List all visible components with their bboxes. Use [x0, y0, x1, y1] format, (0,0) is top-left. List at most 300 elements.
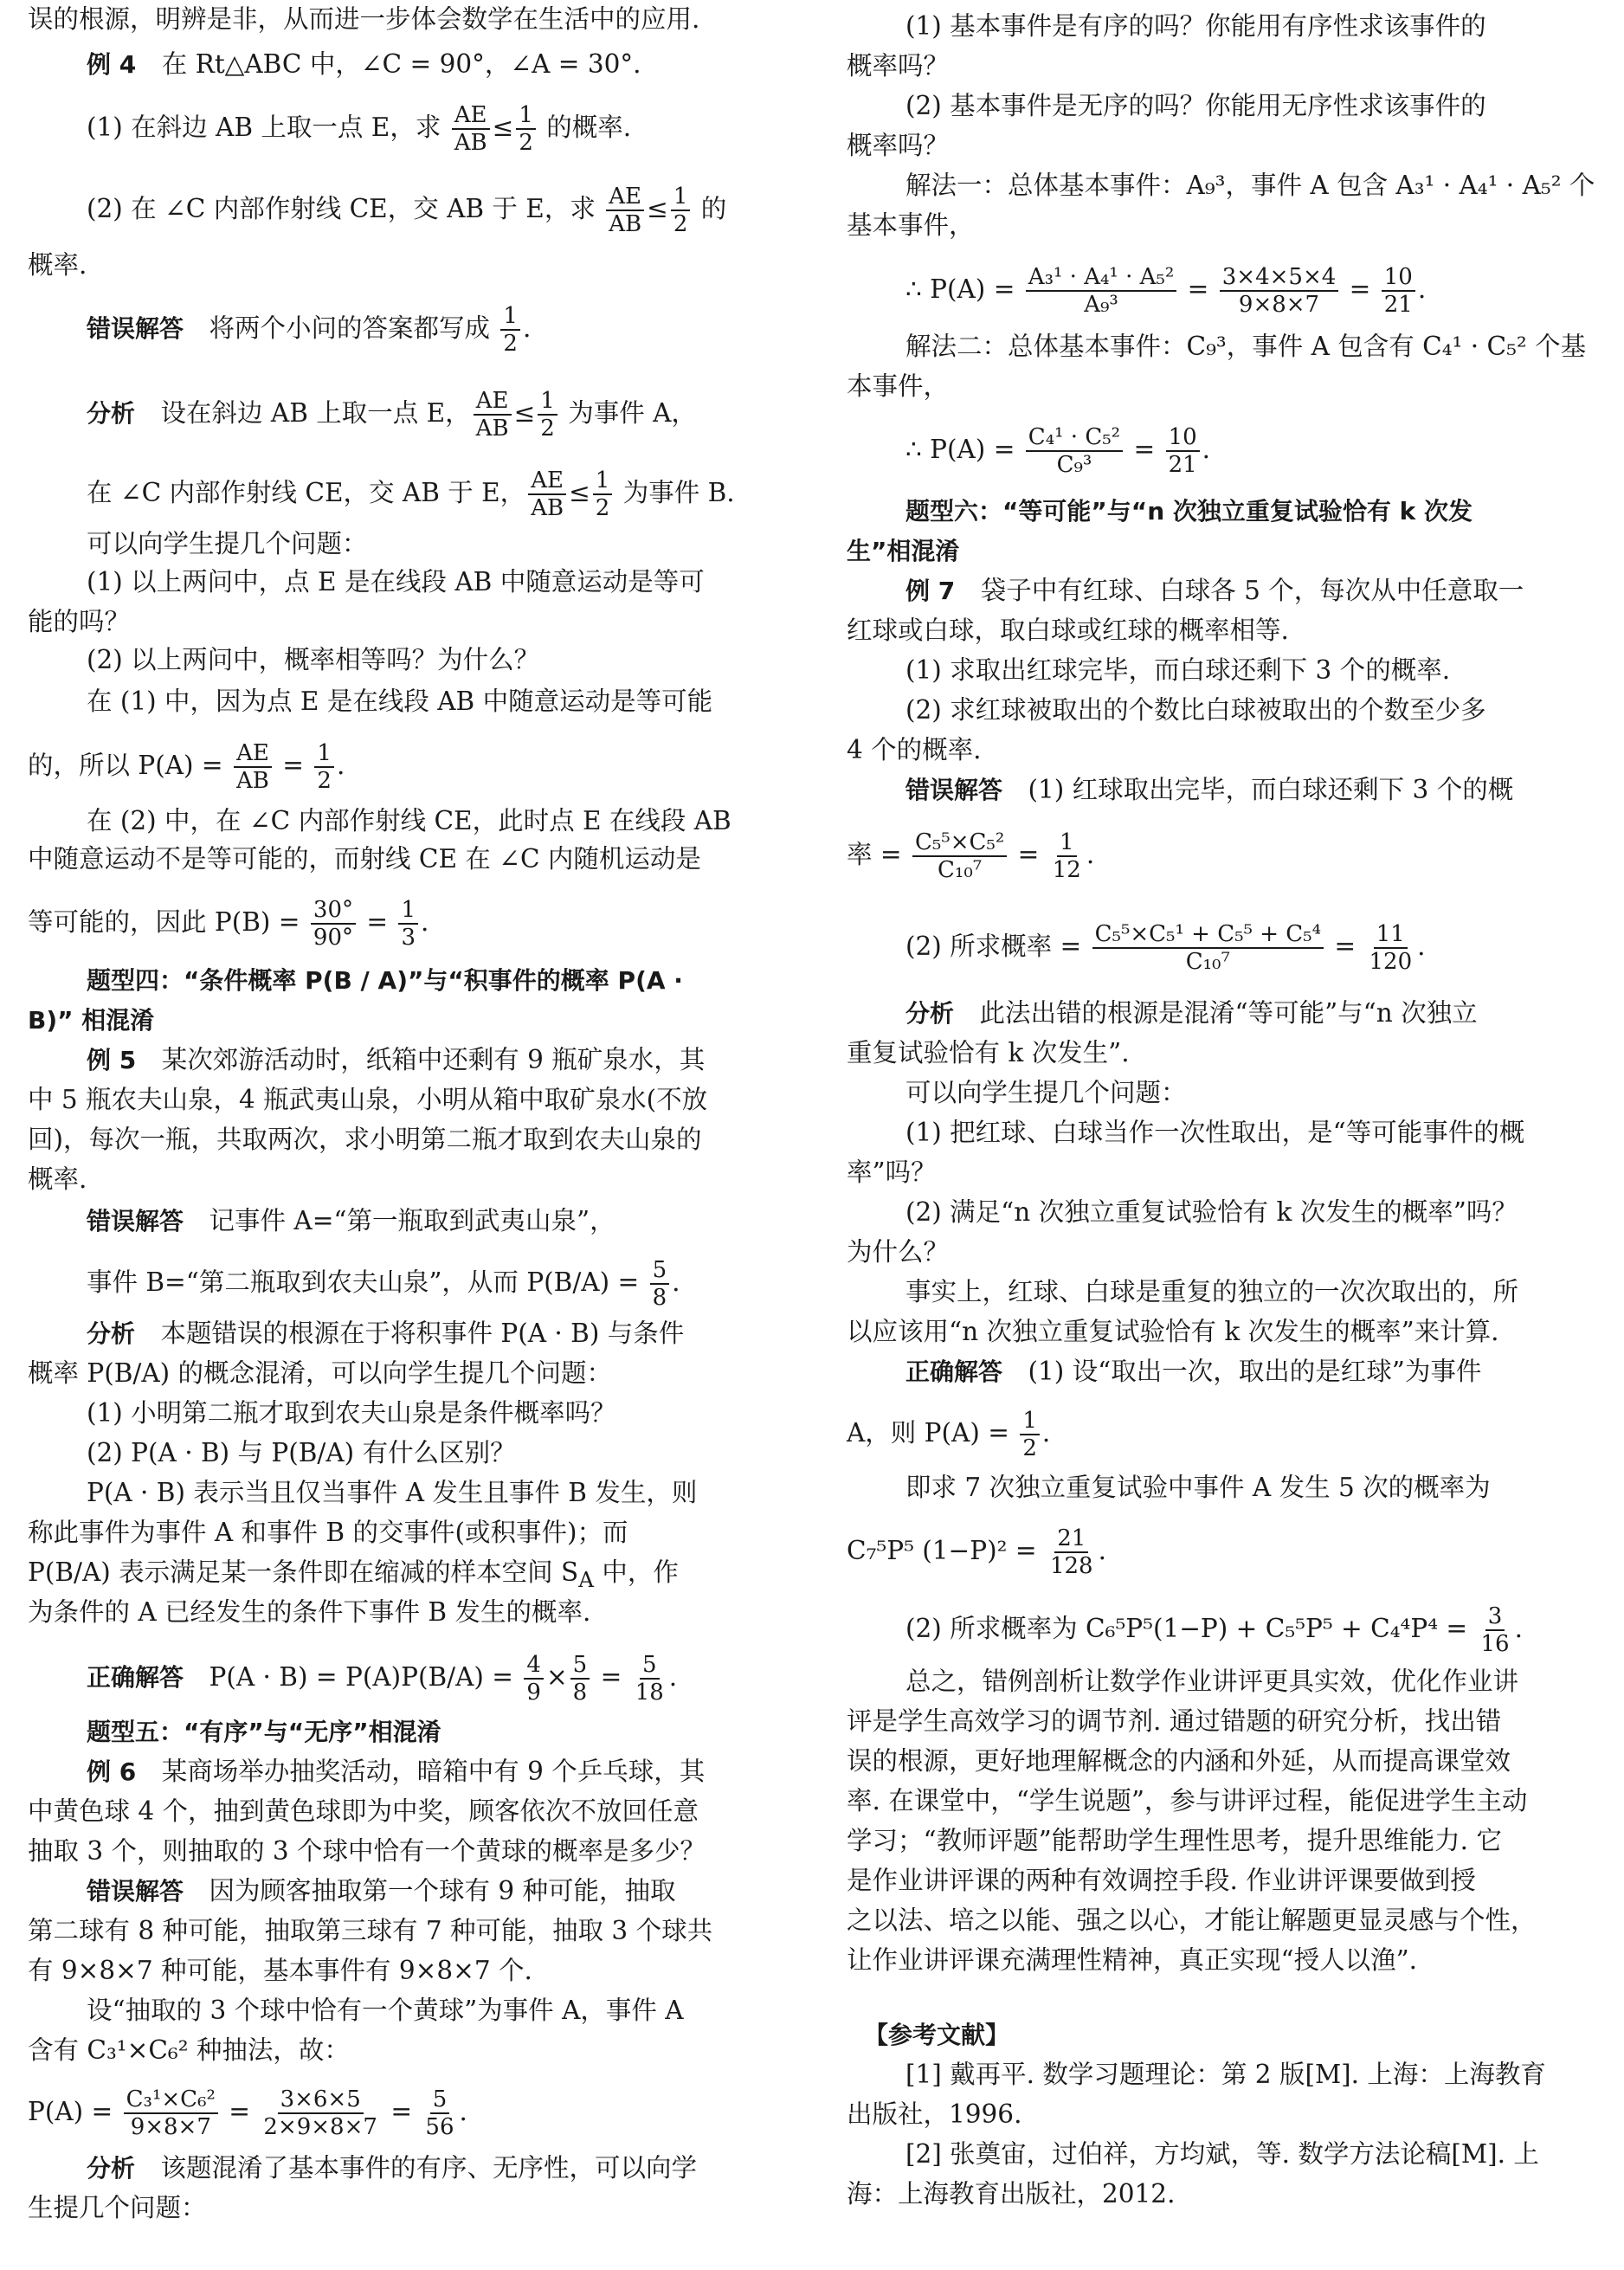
fraction — [538, 388, 557, 442]
fraction-numerator: 5 — [570, 1652, 590, 1680]
text-line — [847, 1903, 1595, 1938]
bold-label: 正确解答 — [905, 1357, 1003, 1386]
text-line — [847, 1943, 1595, 1977]
fraction — [314, 740, 334, 794]
fraction-numerator: 10 — [1166, 424, 1200, 452]
text-line — [847, 573, 1595, 609]
bold-label: 例 5 — [87, 1046, 137, 1074]
text-span: 生提几个问题： — [28, 2193, 207, 2222]
text-span: 能的吗？ — [28, 607, 131, 636]
fraction — [633, 1652, 667, 1706]
text-span: A，则 P(A) = — [847, 1418, 1018, 1448]
fraction-numerator: AE — [234, 740, 272, 768]
fraction-denominator: AB — [609, 211, 642, 237]
text-line — [847, 1744, 1595, 1778]
fraction-numerator: 10 — [1382, 264, 1415, 292]
text-span: = — [1326, 932, 1364, 961]
text-line — [847, 1274, 1595, 1309]
text-span: C₇⁵P⁵ (1−P)² = — [847, 1536, 1045, 1565]
fraction-numerator: AE — [452, 102, 490, 130]
text-line — [28, 1754, 777, 1790]
text-line — [28, 1082, 777, 1117]
fraction-numerator: C₃¹×C₆² — [124, 2086, 218, 2114]
text-line — [847, 653, 1595, 687]
fraction-numerator: 5 — [430, 2086, 450, 2114]
text-span: 率 = — [847, 840, 910, 869]
text-line — [847, 2057, 1595, 2092]
text-line — [847, 1235, 1595, 1269]
text-line — [847, 493, 1595, 529]
text-line — [28, 1435, 777, 1470]
text-span: 第二球有 8 种可能，抽取第三球有 7 种可能，抽取 3 个球共 — [28, 1916, 713, 1945]
fraction — [671, 184, 691, 237]
text-line — [28, 526, 777, 561]
text-line — [847, 9, 1595, 43]
fraction-numerator: 30° — [311, 897, 356, 925]
text-span: 有 9×8×7 种可能，基本事件有 9×8×7 个. — [28, 1956, 532, 1985]
text-line — [28, 1122, 777, 1157]
text-span: 抽取 3 个，则抽取的 3 个球中恰有一个黄球的概率是多少？ — [28, 1836, 706, 1866]
text-line — [847, 1823, 1595, 1858]
fraction-numerator: 4 — [524, 1652, 544, 1680]
fraction-denominator: 9×8×7 — [1238, 292, 1320, 318]
text-line — [28, 184, 777, 237]
text-line — [28, 2033, 777, 2067]
text-line — [847, 128, 1595, 163]
text-span: 在 ∠C 内部作射线 CE，交 AB 于 E， — [87, 478, 526, 507]
text-span: 设“抽取的 3 个球中恰有一个黄球”为事件 A，事件 A — [87, 1996, 684, 2025]
text-span: (2) 以上两问中，概率相等吗？为什么？ — [87, 645, 540, 674]
fraction-denominator: 2 — [540, 416, 555, 442]
text-span: 在 (2) 中，在 ∠C 内部作射线 CE，此时点 E 在线段 AB — [87, 806, 731, 835]
text-span: 概率 P(B/A) 的概念混淆，可以向学生提几个问题： — [28, 1358, 613, 1388]
text-span: . — [459, 2097, 467, 2126]
fraction-denominator: AB — [531, 495, 564, 521]
text-span: (2) 求红球被取出的个数比白球被取出的个数至少多 — [905, 695, 1486, 725]
text-line — [847, 1408, 1595, 1461]
text-line — [28, 803, 777, 838]
text-line — [847, 996, 1595, 1031]
text-span: = — [1179, 274, 1217, 304]
text-line — [28, 564, 777, 599]
text-line — [28, 1316, 777, 1351]
text-line — [28, 1555, 777, 1597]
fraction — [570, 1652, 590, 1706]
text-span: 本题错误的根源在于将积事件 P(A · B) 与条件 — [135, 1319, 685, 1348]
text-line — [847, 168, 1595, 203]
text-line — [847, 264, 1595, 318]
fraction-numerator: 1 — [500, 303, 520, 331]
text-span: 将两个小问的答案都写成 — [184, 313, 499, 343]
bold-label: 错误解答 — [87, 1877, 184, 1906]
text-line — [847, 613, 1595, 648]
fraction — [234, 740, 272, 794]
text-line — [847, 1354, 1595, 1390]
text-span: = — [220, 2097, 259, 2126]
text-line — [28, 248, 777, 282]
text-span: 即求 7 次独立重复试验中事件 A 发生 5 次的概率为 — [905, 1473, 1491, 1502]
fraction-denominator: AB — [475, 416, 509, 442]
text-line — [847, 693, 1595, 727]
text-line — [847, 533, 1595, 569]
text-line — [847, 1470, 1595, 1505]
fraction-denominator: 21 — [1168, 452, 1197, 478]
fraction — [593, 468, 613, 521]
fraction — [1220, 264, 1339, 318]
text-span: P(A · B) = P(A)P(B/A) = — [184, 1662, 522, 1692]
text-line — [28, 1794, 777, 1828]
text-span: 因为顾客抽取第一个球有 9 种可能，抽取 — [184, 1876, 676, 1906]
text-line — [28, 388, 777, 442]
text-span: 为条件的 A 已经发生的条件下事件 B 发生的概率. — [28, 1597, 591, 1627]
text-span: . — [421, 907, 429, 937]
fraction-denominator: 12 — [1052, 857, 1081, 883]
fraction-numerator: 1 — [516, 102, 536, 130]
fraction-denominator: 2 — [673, 211, 688, 237]
fraction — [1047, 1525, 1096, 1579]
text-span: 中随意运动不是等可能的，而射线 CE 在 ∠C 内随机运动是 — [28, 844, 701, 874]
text-span: 是作业讲评课的两种有效调控手段. 作业讲评课要做到授 — [847, 1866, 1476, 1895]
fraction-numerator: C₄¹ · C₅² — [1026, 424, 1123, 452]
text-line — [28, 468, 777, 521]
fraction-denominator: 8 — [572, 1680, 588, 1706]
bold-label: 题型五：“有序”与“无序”相混淆 — [87, 1718, 441, 1746]
text-span: . — [522, 313, 532, 343]
text-line — [847, 2017, 1595, 2053]
text-span: (1) 小明第二瓶才取到农夫山泉是条件概率吗？ — [87, 1398, 616, 1428]
text-line — [847, 1314, 1595, 1349]
fraction-denominator: 3 — [401, 925, 416, 951]
text-span: 为什么？ — [847, 1237, 950, 1267]
text-line — [847, 48, 1595, 83]
text-span: . — [1417, 932, 1426, 961]
text-span: 事件 B=“第二瓶取到农夫山泉”，从而 P(B/A) = — [87, 1267, 648, 1297]
fraction-numerator: A₃¹ · A₄¹ · A₅² — [1026, 264, 1176, 292]
fraction-numerator: 1 — [1020, 1408, 1040, 1435]
text-line — [847, 2176, 1595, 2211]
bold-label: B)” 相混淆 — [28, 1006, 155, 1035]
text-line — [847, 1704, 1595, 1738]
text-span: ≤ — [513, 398, 536, 428]
text-line — [28, 1595, 777, 1629]
text-line — [28, 842, 777, 876]
text-span: (1) 求取出红球完毕，而白球还剩下 3 个的概率. — [905, 655, 1451, 685]
fraction — [650, 1257, 670, 1311]
text-line — [847, 1783, 1595, 1818]
bold-label: 例 6 — [87, 1757, 137, 1786]
text-line — [28, 1042, 777, 1078]
text-span: 在 Rt△ABC 中，∠C = 90°，∠A = 30°. — [136, 49, 641, 79]
text-span: 基本事件， — [847, 210, 975, 240]
fraction — [528, 468, 566, 521]
fraction — [606, 184, 644, 237]
text-line — [28, 1913, 777, 1948]
fraction — [1092, 921, 1324, 975]
fraction-numerator: C₅⁵×C₅¹ + C₅⁵ + C₅⁴ — [1092, 921, 1324, 949]
text-span: 解法一：总体基本事件：A₉³，事件 A 包含 A₃¹ · A₄¹ · A₅² 个 — [905, 171, 1595, 200]
text-span: 海：上海教育出版社，2012. — [847, 2179, 1176, 2209]
fraction-denominator: 90° — [313, 925, 353, 951]
text-span: 学习；“教师评题”能帮助学生理性思考，提升思维能力. 它 — [847, 1826, 1502, 1855]
fraction-numerator: 21 — [1054, 1525, 1088, 1553]
text-span: = — [592, 1662, 630, 1692]
text-span: ≤ — [569, 478, 590, 507]
fraction — [524, 1652, 544, 1706]
text-span: = — [1009, 840, 1047, 869]
text-line — [847, 1075, 1595, 1110]
text-line — [28, 1203, 777, 1239]
text-line — [28, 1993, 777, 2028]
text-line — [847, 1863, 1595, 1898]
text-span: 含有 C₃¹×C₆² 种抽法，故： — [28, 2035, 350, 2065]
text-span: . — [668, 1662, 678, 1692]
text-line — [847, 1155, 1595, 1190]
fraction-numerator: 1 — [314, 740, 334, 768]
fraction-denominator: 8 — [652, 1285, 667, 1311]
text-span: . — [1086, 840, 1095, 869]
text-line — [28, 2190, 777, 2225]
bold-label: 错误解答 — [87, 314, 184, 343]
text-span: 为事件 B. — [615, 478, 735, 507]
text-line — [28, 2151, 777, 2186]
fraction — [1382, 264, 1415, 318]
bold-label: 分析 — [87, 1319, 136, 1348]
text-line — [847, 208, 1595, 242]
text-line — [847, 329, 1595, 364]
bold-label: 例 7 — [905, 577, 956, 605]
fraction-denominator: 2 — [595, 495, 610, 521]
text-span: . — [1202, 435, 1211, 464]
text-line — [28, 303, 777, 357]
fraction-denominator: AB — [454, 130, 487, 156]
fraction-denominator: C₁₀⁷ — [1185, 949, 1230, 975]
fraction-denominator: A₉³ — [1084, 292, 1118, 318]
text-line — [847, 88, 1595, 123]
fraction-numerator: 3×6×5 — [278, 2086, 364, 2114]
text-span: 率. 在课堂中，“学生说题”，参与讲评过程，能促进学生主动 — [847, 1786, 1528, 1815]
text-span: 设在斜边 AB 上取一点 E， — [135, 398, 471, 428]
fraction-numerator: AE — [528, 468, 566, 495]
fraction-numerator: 1 — [1057, 829, 1077, 857]
text-span: . — [672, 1267, 680, 1297]
fraction — [1020, 1408, 1040, 1461]
references-heading: 【参考文献】 — [864, 2021, 1010, 2049]
bold-label: 错误解答 — [905, 776, 1003, 804]
text-span: 称此事件为事件 A 和事件 B 的交事件(或积事件)；而 — [28, 1518, 628, 1547]
text-line — [847, 1115, 1595, 1150]
text-line — [28, 1834, 777, 1868]
text-span: 回)，每次一瓶，共取两次，求小明第二瓶才取到农夫山泉的 — [28, 1125, 702, 1154]
text-line — [847, 424, 1595, 478]
fraction — [1166, 424, 1200, 478]
fraction-denominator: 2 — [503, 331, 518, 357]
text-line — [28, 684, 777, 719]
fraction-denominator: 21 — [1383, 292, 1413, 318]
text-span: 评是学生高效学习的调节剂. 通过错题的研究分析，找出错 — [847, 1706, 1502, 1736]
text-span: [2] 张奠宙，过伯祥，方均斌，等. 数学方法论稿[M]. 上 — [905, 2139, 1539, 2169]
fraction-denominator: C₉³ — [1056, 452, 1092, 478]
text-line — [28, 1396, 777, 1430]
fraction — [1026, 264, 1176, 318]
text-span: 事实上，红球、白球是重复的独立的一次次取出的，所 — [905, 1277, 1519, 1306]
text-line — [847, 1525, 1595, 1579]
fraction — [516, 102, 536, 156]
bold-label: 题型四：“条件概率 P(B / A)”与“积事件的概率 P(A · — [87, 966, 683, 995]
text-span: 概率. — [28, 250, 87, 280]
text-span: (1) 以上两问中，点 E 是在线段 AB 中随意运动是等可 — [87, 567, 705, 597]
text-line — [28, 102, 777, 156]
text-span: 该题混淆了基本事件的有序、无序性，可以向学 — [135, 2153, 698, 2183]
text-span: A — [578, 1566, 595, 1592]
text-span: 概率. — [28, 1164, 87, 1194]
text-span: = — [274, 751, 313, 780]
text-span: ≤ — [647, 194, 668, 223]
text-line — [28, 2086, 777, 2140]
fraction — [1479, 1603, 1512, 1657]
text-span: 记事件 A=“第一瓶取到武夷山泉”， — [184, 1206, 615, 1235]
text-span: 误的根源，更好地理解概念的内涵和外延，从而提高课堂效 — [847, 1746, 1511, 1776]
text-line — [28, 1003, 777, 1038]
text-line — [28, 2, 777, 36]
fraction-numerator: 5 — [650, 1257, 670, 1285]
fraction-denominator: 16 — [1480, 1631, 1510, 1657]
text-span: 概率吗？ — [847, 131, 950, 160]
fraction-denominator: 120 — [1369, 949, 1413, 975]
text-line — [847, 1195, 1595, 1229]
text-span: ∴ P(A) = — [905, 435, 1023, 464]
text-span: 4 个的概率. — [847, 735, 982, 764]
text-span: 袋子中有红球、白球各 5 个，每次从中任意取一 — [955, 576, 1524, 605]
text-line — [847, 1603, 1595, 1657]
text-line — [28, 1356, 777, 1390]
text-span: 总之，错例剖析让数学作业讲评更具实效，优化作业讲 — [905, 1667, 1519, 1696]
fraction — [422, 2086, 456, 2140]
text-span: (2) 所求概率为 C₆⁵P⁵(1−P) + C₅⁵P⁵ + C₄⁴P⁴ = — [905, 1614, 1476, 1643]
text-line — [28, 1652, 777, 1706]
text-span: (1) 设“取出一次，取出的是红球”为事件 — [1002, 1357, 1482, 1386]
text-span: [1] 戴再平. 数学习题理论：第 2 版[M]. 上海：上海教育 — [905, 2060, 1546, 2089]
text-span: (1) 在斜边 AB 上取一点 E，求 — [87, 113, 449, 142]
text-line — [847, 732, 1595, 767]
text-span: 等可能的，因此 P(B) = — [28, 907, 308, 937]
text-span: (2) 在 ∠C 内部作射线 CE，交 AB 于 E，求 — [87, 194, 604, 223]
text-line — [28, 1257, 777, 1311]
fraction-denominator: 2 — [317, 768, 332, 794]
fraction-denominator: 2 — [519, 130, 533, 156]
fraction-denominator: 128 — [1049, 1553, 1093, 1579]
fraction-denominator: 9 — [526, 1680, 541, 1706]
text-span: . — [1098, 1536, 1106, 1565]
text-span: (1) 基本事件是有序的吗？你能用有序性求该事件的 — [905, 11, 1486, 41]
text-span: . — [1514, 1614, 1523, 1643]
text-span: 之以法、培之以能、强之以心，才能让解题更显灵感与个性， — [847, 1906, 1537, 1935]
text-span: (1) 把红球、白球当作一次性取出，是“等可能事件的概 — [905, 1118, 1525, 1147]
fraction — [1367, 921, 1415, 975]
text-line — [28, 642, 777, 677]
fraction-denominator: 9×8×7 — [130, 2114, 211, 2140]
text-line — [28, 47, 777, 82]
fraction — [311, 897, 356, 951]
text-span: 可以向学生提几个问题： — [87, 529, 368, 558]
text-span: 率”吗？ — [847, 1158, 937, 1187]
text-span: . — [336, 751, 345, 780]
text-span: P(A) = — [28, 2097, 121, 2126]
text-span: 概率吗？ — [847, 51, 950, 81]
fraction-numerator: 3×4×5×4 — [1220, 264, 1339, 292]
fraction-denominator: 2×9×8×7 — [263, 2114, 377, 2140]
text-line — [28, 1714, 777, 1750]
text-span: 出版社，1996. — [847, 2099, 1022, 2129]
fraction-numerator: 11 — [1374, 921, 1408, 949]
text-span: (2) P(A · B) 与 P(B/A) 有什么区别？ — [87, 1438, 516, 1467]
text-line — [847, 1664, 1595, 1699]
bold-label: 分析 — [87, 2154, 136, 2183]
fraction-numerator: 1 — [593, 468, 613, 495]
text-line — [28, 1873, 777, 1909]
fraction-denominator: AB — [236, 768, 269, 794]
fraction-numerator: AE — [606, 184, 644, 211]
text-line — [28, 897, 777, 951]
text-span: 的 — [693, 194, 727, 223]
text-span: P(B/A) 表示满足某一条件即在缩减的样本空间 S — [28, 1557, 579, 1587]
text-line — [847, 369, 1595, 403]
fraction-numerator: C₅⁵×C₅² — [912, 829, 1007, 857]
text-line — [28, 1515, 777, 1550]
text-span: = — [1341, 274, 1379, 304]
bold-label: 题型六：“等可能”与“n 次独立重复试验恰有 k 次发 — [905, 497, 1473, 526]
fraction-numerator: 1 — [671, 184, 691, 211]
text-span: (2) 所求概率 = — [905, 932, 1090, 961]
bold-label: 分析 — [905, 999, 955, 1028]
fraction — [500, 303, 520, 357]
text-line — [847, 1035, 1595, 1070]
text-span: ∴ P(A) = — [905, 274, 1023, 304]
fraction-numerator: 1 — [398, 897, 418, 925]
fraction-numerator: AE — [474, 388, 512, 416]
text-span: 可以向学生提几个问题： — [905, 1078, 1187, 1107]
text-span: = — [1125, 435, 1163, 464]
text-span: = — [382, 2097, 421, 2126]
fraction — [452, 102, 490, 156]
fraction-denominator: C₁₀⁷ — [938, 857, 983, 883]
text-span: 解法二：总体基本事件：C₉³，事件 A 包含有 C₄¹ · C₅² 个基 — [905, 332, 1587, 361]
bold-label: 错误解答 — [87, 1207, 184, 1235]
text-line — [847, 2097, 1595, 2131]
text-line — [28, 1475, 777, 1510]
text-span: . — [1417, 274, 1427, 304]
text-span: 的，所以 P(A) = — [28, 751, 232, 780]
text-span: 的概率. — [538, 113, 632, 142]
fraction-denominator: 18 — [635, 1680, 664, 1706]
text-span: × — [545, 1662, 568, 1692]
text-line — [847, 2137, 1595, 2171]
fraction-numerator: 5 — [640, 1652, 660, 1680]
text-line — [28, 740, 777, 794]
fraction — [474, 388, 512, 442]
text-span: = — [358, 907, 396, 937]
text-span: (1) 红球取出完毕，而白球还剩下 3 个的概 — [1002, 775, 1514, 804]
fraction-numerator: 1 — [538, 388, 557, 416]
fraction-denominator: 2 — [1022, 1435, 1037, 1461]
text-span: ≤ — [492, 113, 514, 142]
fraction — [1026, 424, 1123, 478]
fraction — [912, 829, 1007, 883]
text-span: 重复试验恰有 k 次发生”. — [847, 1038, 1130, 1067]
fraction — [261, 2086, 380, 2140]
fraction-denominator: 56 — [425, 2114, 454, 2140]
bold-label: 生”相混淆 — [847, 537, 960, 565]
text-line — [847, 829, 1595, 883]
